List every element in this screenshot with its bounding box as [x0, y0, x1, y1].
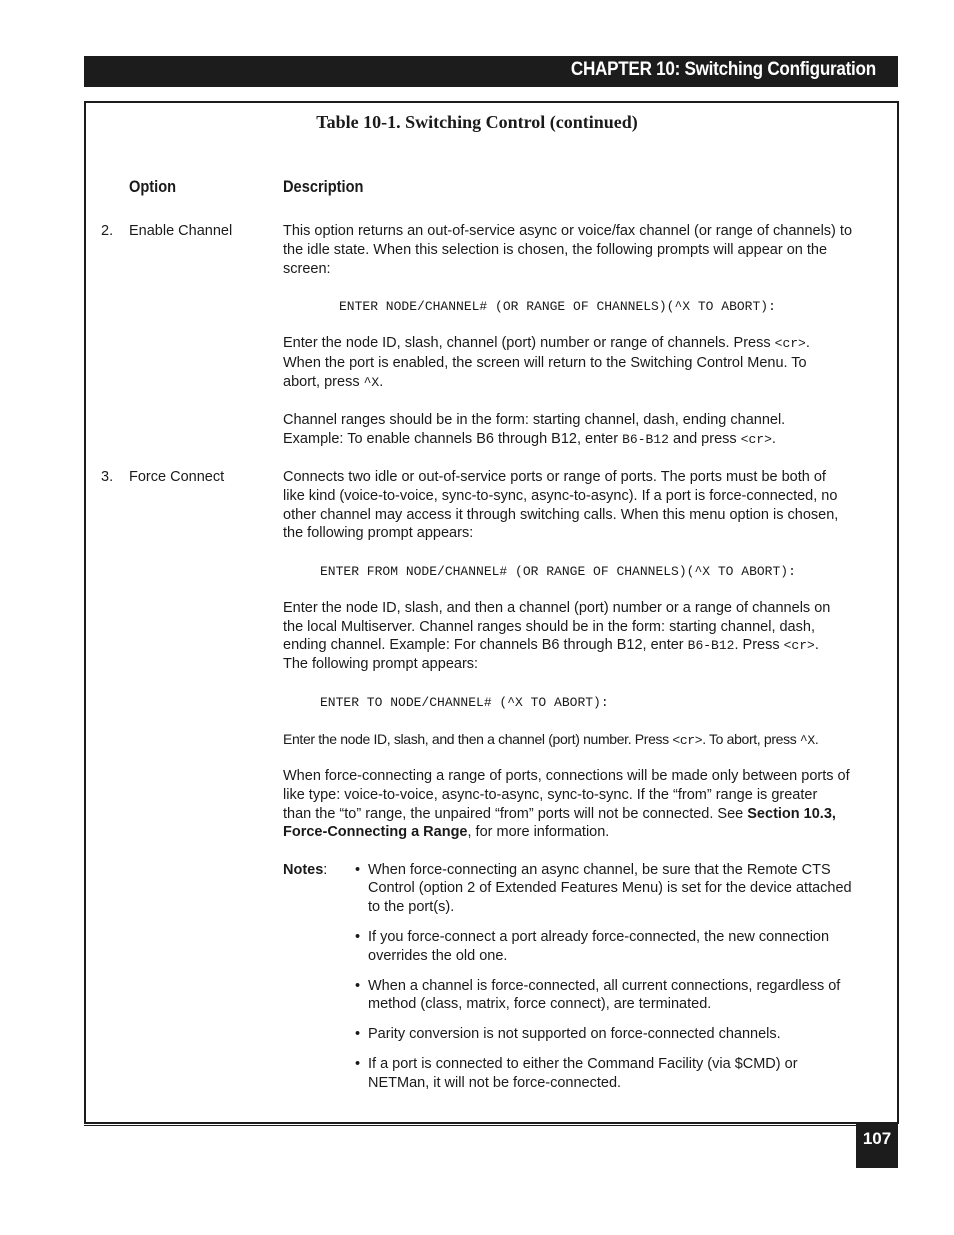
- paragraph-line: Enter the node ID, slash, channel (port) number or range of channels. Press <cr>.: [283, 335, 810, 351]
- paragraph-line: like kind (voice-to-voice, sync-to-sync, async-to-async). If a port is force-connected, no: [283, 488, 838, 504]
- note-line: NETMan, it will not be force-connected.: [368, 1075, 622, 1091]
- option-enable-channel: Enable Channel: [129, 223, 233, 239]
- item-number: 2.: [101, 223, 114, 239]
- paragraph-line: When the port is enabled, the screen will return to the Switching Control Menu. To: [283, 355, 807, 371]
- paragraph-line: other channel may access it through switching calls. When this menu option is chosen,: [283, 507, 839, 523]
- paragraph-line: Channel ranges should be in the form: starting channel, dash, ending channel.: [283, 412, 786, 428]
- paragraph-line: The following prompt appears:: [283, 656, 479, 672]
- paragraph-line: abort, press ^X.: [283, 374, 384, 390]
- screen-prompt: ENTER TO NODE/CHANNEL# (^X TO ABORT):: [320, 695, 609, 710]
- paragraph-line: Connects two idle or out-of-service ports or range of ports. The ports must be both of: [283, 469, 826, 485]
- paragraph-line: the local Multiserver. Channel ranges should be in the form: starting channel, dash,: [283, 619, 815, 635]
- screen-prompt: ENTER NODE/CHANNEL# (OR RANGE OF CHANNELS)(^X TO ABORT):: [339, 299, 776, 314]
- paragraph-line: screen:: [283, 261, 331, 277]
- paragraph-line: than the “to” range, the unpaired “from” ports will not be connected. See Section 10.3,: [283, 806, 836, 822]
- table-title: Table 10-1. Switching Control (continued): [316, 112, 638, 132]
- bullet: •: [355, 929, 361, 945]
- note-line: When a channel is force-connected, all current connections, regardless of: [368, 978, 841, 994]
- paragraph-line: When force-connecting a range of ports, connections will be made only between ports of: [283, 768, 850, 784]
- paragraph-line: Force-Connecting a Range, for more information.: [283, 824, 610, 840]
- paragraph-line: like type: voice-to-voice, async-to-async, sync-to-sync. If the “from” range is greater: [283, 787, 818, 803]
- section-reference: Section 10.3,: [747, 806, 836, 822]
- code-range: B6-B12: [622, 432, 669, 447]
- code-abort: ^X: [799, 733, 815, 748]
- paragraph-line: Example: To enable channels B6 through B12, enter B6-B12 and press <cr>.: [283, 431, 776, 447]
- chapter-title: CHAPTER 10: Switching Configuration: [570, 59, 876, 80]
- code-range: B6-B12: [687, 638, 735, 653]
- paragraph-line: Enter the node ID, slash, and then a channel (port) number. Press <cr>. To abort, press ^X.: [283, 731, 819, 748]
- note-line: Parity conversion is not supported on force-connected channels.: [368, 1026, 781, 1042]
- note-line: If you force-connect a port already force-connected, the new connection: [368, 929, 830, 945]
- section-reference-title: Force-Connecting a Range: [283, 824, 468, 840]
- code-cr: <cr>: [672, 733, 703, 748]
- code-abort: ^X: [363, 375, 380, 390]
- item-number: 3.: [101, 469, 114, 485]
- bullet: •: [355, 1056, 361, 1072]
- option-force-connect: Force Connect: [129, 469, 225, 485]
- note-line: overrides the old one.: [368, 948, 508, 964]
- paragraph-line: the following prompt appears:: [283, 525, 474, 541]
- page-number: 107: [856, 1124, 898, 1168]
- column-header-option: Option: [129, 177, 177, 196]
- note-line: method (class, matrix, force connect), are terminated.: [368, 996, 712, 1012]
- note-line: When force-connecting an async channel, be sure that the Remote CTS: [368, 862, 831, 878]
- code-cr: <cr>: [774, 336, 806, 351]
- bullet: •: [355, 978, 361, 994]
- footer-rule: [84, 1125, 898, 1126]
- paragraph-line: ending channel. Example: For channels B6 through B12, enter B6-B12. Press <cr>.: [283, 637, 819, 653]
- note-line: Control (option 2 of Extended Features Menu) is set for the device attached: [368, 880, 852, 896]
- column-header-description: Description: [283, 177, 364, 196]
- code-cr: <cr>: [740, 432, 772, 447]
- paragraph-line: This option returns an out-of-service async or voice/fax channel (or range of channels) to: [283, 223, 853, 239]
- note-line: If a port is connected to either the Command Facility (via $CMD) or: [368, 1056, 798, 1072]
- code-cr: <cr>: [783, 638, 815, 653]
- notes-label: Notes:: [283, 862, 328, 878]
- note-line: to the port(s).: [368, 899, 455, 915]
- screen-prompt: ENTER FROM NODE/CHANNEL# (OR RANGE OF CHANNELS)(^X TO ABORT):: [320, 564, 796, 579]
- paragraph-line: Enter the node ID, slash, and then a channel (port) number or a range of channels on: [283, 600, 831, 616]
- chapter-header-bar: [84, 56, 898, 87]
- bullet: •: [355, 862, 361, 878]
- paragraph-line: the idle state. When this selection is chosen, the following prompts will appear on the: [283, 242, 828, 258]
- bullet: •: [355, 1026, 361, 1042]
